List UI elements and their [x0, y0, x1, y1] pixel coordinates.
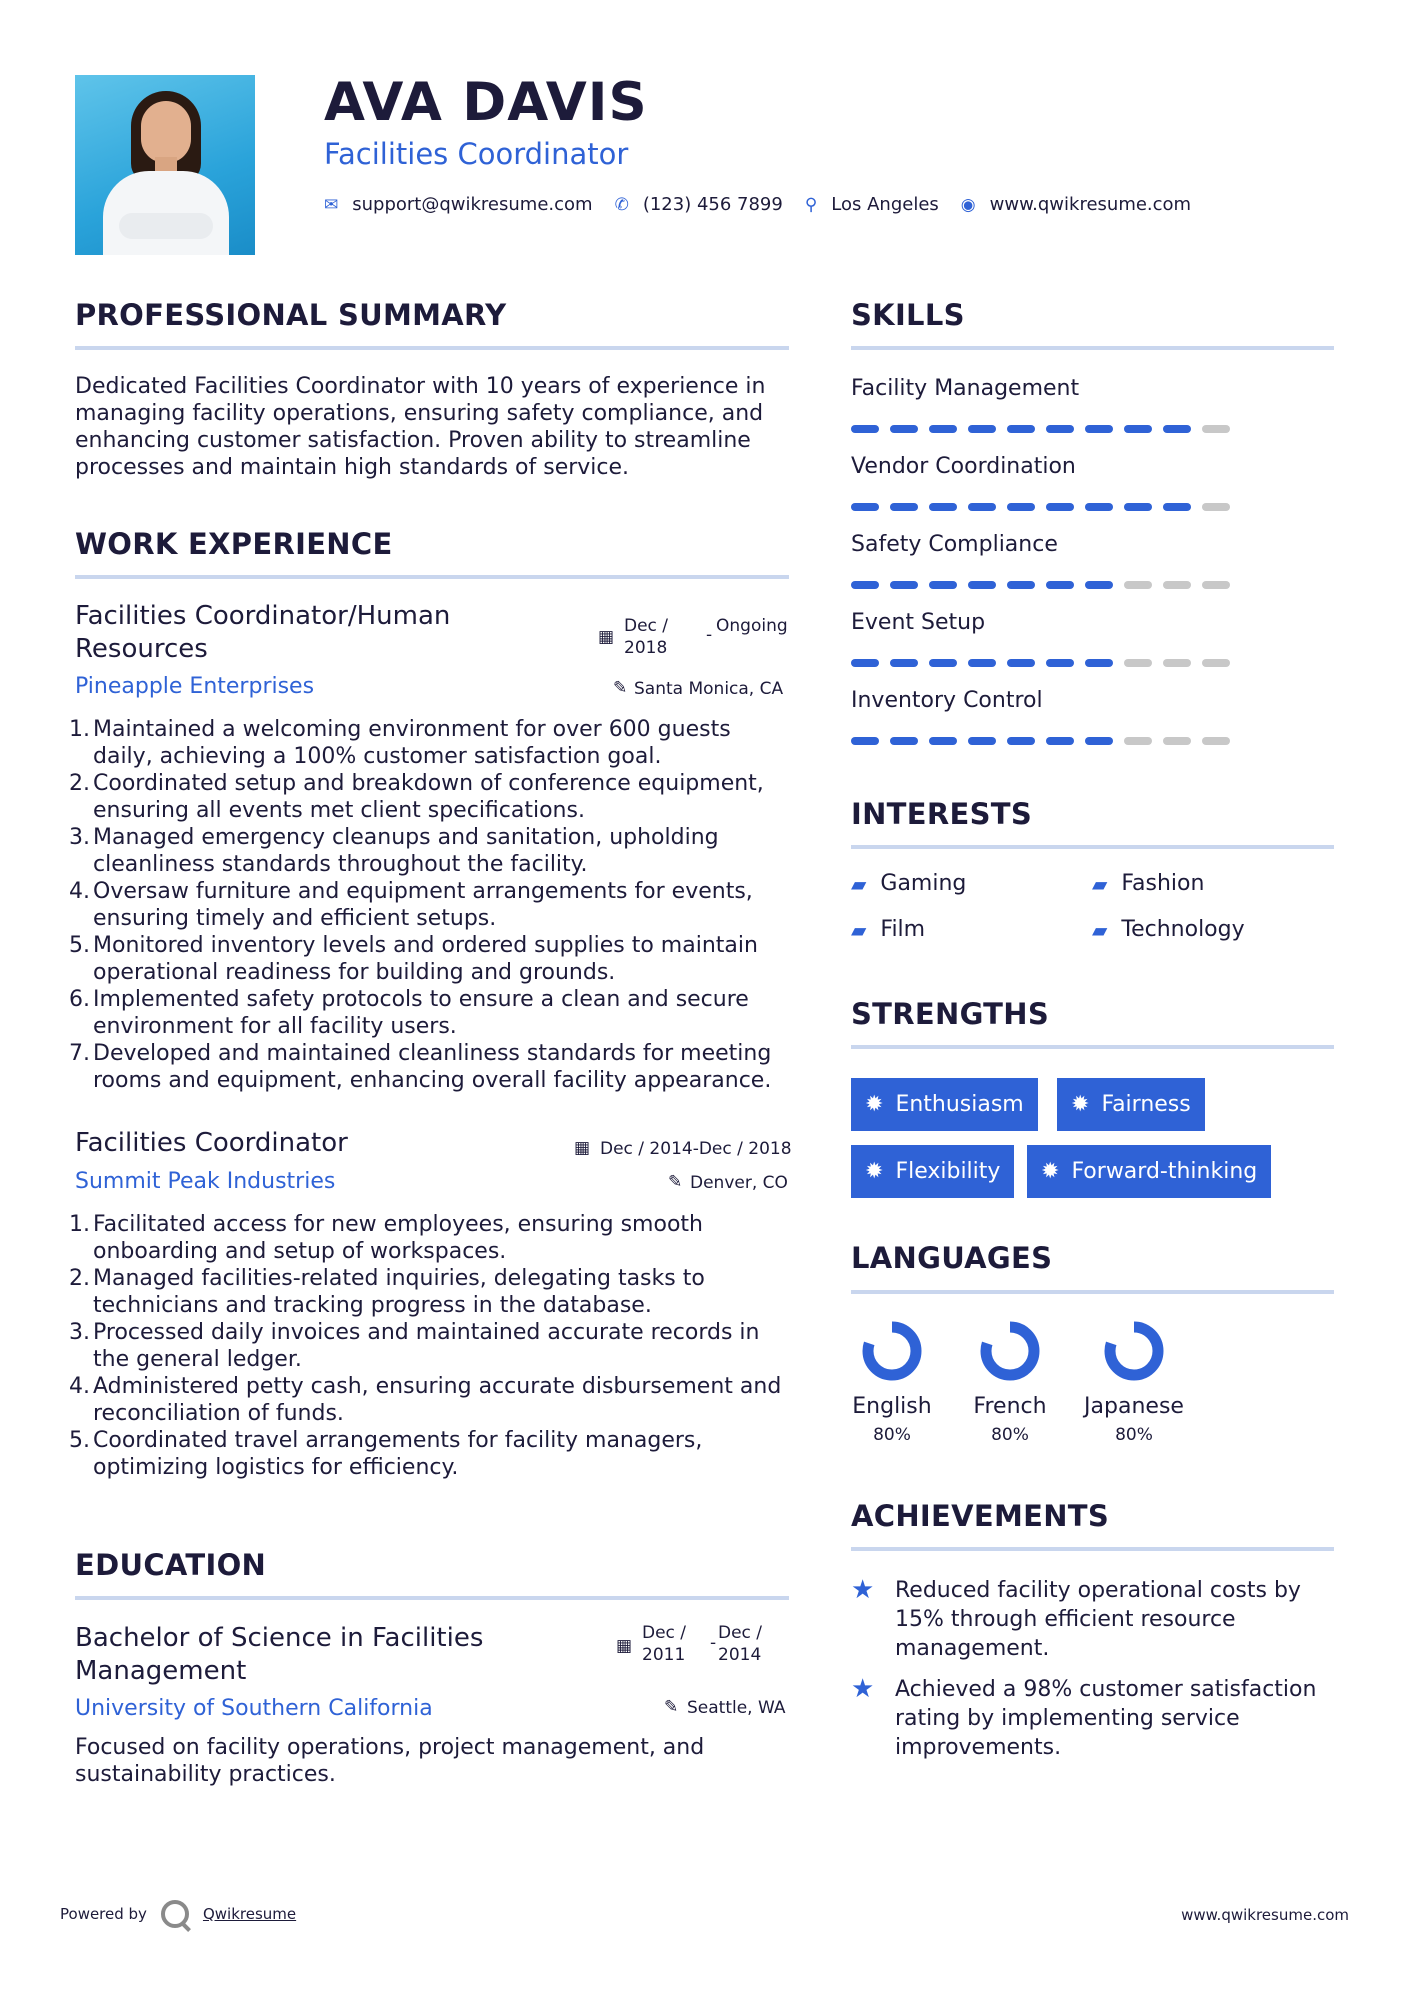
language-progress-ring: [859, 1318, 925, 1384]
interest-item: ▰ Gaming: [851, 871, 967, 896]
skill-level-segment: [1007, 737, 1035, 745]
skill-name: Facility Management: [851, 376, 1080, 401]
skill-name: Event Setup: [851, 610, 986, 635]
summary-heading: PROFESSIONAL SUMMARY: [75, 298, 507, 332]
skill-level-segment: [851, 659, 879, 667]
phone-icon: ✆: [614, 194, 629, 215]
skill-level-segment: [929, 659, 957, 667]
calendar-icon: ▦: [616, 1636, 633, 1656]
profile-photo: [75, 75, 255, 255]
education-divider: [75, 1596, 789, 1600]
school-name: University of Southern California: [75, 1696, 433, 1721]
date-separator: -: [706, 625, 713, 645]
list-item: 2. Coordinated setup and breakdown of conference equipment, ensuring all events met client specifications.: [69, 771, 764, 823]
email-icon: ✉: [324, 194, 339, 215]
company-name: Summit Peak Industries: [75, 1169, 336, 1194]
skill-level-segment: [1163, 503, 1191, 511]
language-name: Japanese: [1084, 1394, 1184, 1419]
languages-heading: LANGUAGES: [851, 1241, 1053, 1275]
skill-name: Safety Compliance: [851, 532, 1058, 557]
skill-level-segment: [890, 581, 918, 589]
skill-level-segment: [1085, 503, 1113, 511]
skill-level-segment: [1163, 659, 1191, 667]
language-item: [955, 1318, 1065, 1445]
strengths-heading: STRENGTHS: [851, 997, 1050, 1031]
achievement-item: ★ Achieved a 98% customer satisfaction rating by implementing service improvements.: [851, 1674, 1317, 1760]
list-item: 3. Processed daily invoices and maintained accurate records in the general ledger.: [69, 1320, 760, 1372]
skill-level-segment: [890, 737, 918, 745]
skill-level-segment: [851, 425, 879, 433]
contact-email[interactable]: support@qwikresume.com: [352, 194, 593, 215]
education-end-date: Dec / 2014: [718, 1623, 763, 1665]
skill-level-segment: [1085, 737, 1113, 745]
star-burst-icon: ✹: [865, 1092, 884, 1117]
company-name: Pineapple Enterprises: [75, 674, 315, 699]
language-percent: 80%: [991, 1425, 1029, 1445]
skill-level-segment: [851, 581, 879, 589]
powered-by-label: Powered by: [60, 1905, 147, 1923]
language-item: [837, 1318, 947, 1445]
book-icon: ▰: [851, 871, 867, 896]
skill-level-bar: [851, 737, 1241, 745]
skill-level-bar: [851, 425, 1241, 433]
achievements-divider: [851, 1547, 1334, 1551]
contact-location: Los Angeles: [831, 194, 939, 215]
book-icon: ▰: [851, 917, 867, 942]
skill-level-segment: [1007, 503, 1035, 511]
experience-heading: WORK EXPERIENCE: [75, 527, 393, 561]
education-heading: EDUCATION: [75, 1548, 267, 1582]
skill-name: Inventory Control: [851, 688, 1043, 713]
list-item: 7. Developed and maintained cleanliness standards for meeting rooms and equipment, enhancing overall facility appearance.: [69, 1041, 772, 1093]
skill-level-segment: [1124, 659, 1152, 667]
job-title: Facilities Coordinator/Human Resources: [75, 601, 451, 664]
contact-row: [324, 194, 1213, 215]
strength-badge: ✹ Fairness: [1057, 1078, 1205, 1131]
skill-level-segment: [1007, 425, 1035, 433]
skill-level-segment: [1163, 737, 1191, 745]
achievements-heading: ACHIEVEMENTS: [851, 1499, 1110, 1533]
skill-level-segment: [1007, 659, 1035, 667]
skill-level-segment: [851, 503, 879, 511]
job-location: Santa Monica, CA: [634, 679, 784, 699]
skill-level-segment: [1202, 737, 1230, 745]
skill-level-segment: [968, 659, 996, 667]
language-progress-ring: [977, 1318, 1043, 1384]
pin-icon: ✎: [664, 1697, 679, 1717]
skill-level-segment: [1163, 581, 1191, 589]
star-icon: ★: [851, 1674, 875, 1704]
skills-heading: SKILLS: [851, 298, 965, 332]
skill-level-segment: [1202, 659, 1230, 667]
achievement-item: ★ Reduced facility operational costs by 15% through efficient resource management.: [851, 1575, 1301, 1661]
calendar-icon: ▦: [598, 627, 615, 647]
job-dates: Dec / 2014-Dec / 2018: [600, 1139, 792, 1159]
list-item: 6. Implemented safety protocols to ensure a clean and secure environment for all facility users.: [69, 987, 749, 1039]
skill-level-segment: [968, 737, 996, 745]
skill-name: Vendor Coordination: [851, 454, 1076, 479]
date-separator: -: [710, 1633, 717, 1653]
skill-level-segment: [1202, 503, 1230, 511]
interests-heading: INTERESTS: [851, 797, 1033, 831]
job-responsibilities: [69, 1211, 795, 1481]
qwikresume-logo-icon: [161, 1900, 189, 1928]
skill-level-segment: [890, 503, 918, 511]
skill-level-segment: [1124, 425, 1152, 433]
job-start-date: Dec / 2018: [624, 616, 669, 658]
contact-phone[interactable]: (123) 456 7899: [642, 194, 783, 215]
candidate-name: AVA DAVIS: [324, 72, 648, 133]
location-pin-icon: ⚲: [804, 194, 818, 215]
skill-level-segment: [1085, 659, 1113, 667]
languages-divider: [851, 1290, 1334, 1294]
qwikresume-link[interactable]: Qwikresume: [202, 1905, 297, 1923]
job-responsibilities: [69, 716, 795, 1094]
list-item: 2. Managed facilities-related inquiries, delegating tasks to technicians and tracking progress in the database.: [69, 1266, 705, 1318]
education-location: Seattle, WA: [687, 1698, 786, 1718]
skill-level-segment: [1085, 425, 1113, 433]
skill-level-segment: [968, 581, 996, 589]
job-title: Facilities Coordinator: [75, 1128, 348, 1158]
star-burst-icon: ✹: [1071, 1092, 1090, 1117]
skill-level-segment: [929, 737, 957, 745]
interests-divider: [851, 845, 1334, 849]
list-item: 4. Administered petty cash, ensuring accurate disbursement and reconciliation of funds.: [69, 1374, 782, 1426]
pin-icon: ✎: [613, 678, 628, 698]
book-icon: ▰: [1092, 871, 1108, 896]
language-percent: 80%: [873, 1425, 911, 1445]
skill-level-segment: [1202, 425, 1230, 433]
skill-level-segment: [1124, 737, 1152, 745]
degree-title: Bachelor of Science in Facilities Management: [75, 1623, 484, 1686]
skill-level-segment: [929, 425, 957, 433]
strength-badge: ✹ Forward-thinking: [1027, 1145, 1271, 1198]
skill-level-segment: [968, 425, 996, 433]
strength-badge: ✹ Enthusiasm: [851, 1078, 1038, 1131]
skill-level-bar: [851, 581, 1241, 589]
skill-level-segment: [1124, 581, 1152, 589]
interest-item: ▰ Technology: [1092, 917, 1245, 942]
skill-level-segment: [1085, 581, 1113, 589]
pin-icon: ✎: [668, 1172, 683, 1192]
experience-divider: [75, 575, 789, 579]
skill-level-segment: [1124, 503, 1152, 511]
candidate-role: Facilities Coordinator: [324, 137, 629, 171]
strength-badge: ✹ Flexibility: [851, 1145, 1014, 1198]
skill-level-segment: [1202, 581, 1230, 589]
list-item: 5. Monitored inventory levels and ordered supplies to maintain operational readiness for building and grounds.: [69, 933, 758, 985]
skill-level-segment: [1046, 503, 1074, 511]
summary-divider: [75, 346, 789, 350]
contact-website[interactable]: www.qwikresume.com: [989, 194, 1192, 215]
skill-level-segment: [890, 425, 918, 433]
star-burst-icon: ✹: [865, 1159, 884, 1184]
globe-icon: ◉: [960, 194, 976, 215]
education-start-date: Dec / 2011: [642, 1623, 687, 1665]
education-description: Focused on facility operations, project management, and sustainability practices.: [75, 1735, 705, 1787]
skill-level-segment: [929, 581, 957, 589]
skills-divider: [851, 346, 1334, 350]
skill-level-segment: [968, 503, 996, 511]
job-end-date: Ongoing: [716, 616, 788, 636]
list-item: 5. Coordinated travel arrangements for facility managers, optimizing logistics for efficiency.: [69, 1428, 703, 1480]
language-progress-ring: [1101, 1318, 1167, 1384]
skill-level-segment: [1163, 425, 1191, 433]
skill-level-segment: [1046, 581, 1074, 589]
book-icon: ▰: [1092, 917, 1108, 942]
footer-website[interactable]: www.qwikresume.com: [1181, 1906, 1349, 1924]
star-icon: ★: [851, 1575, 875, 1605]
skill-level-segment: [890, 659, 918, 667]
skill-level-segment: [851, 737, 879, 745]
list-item: 4. Oversaw furniture and equipment arrangements for events, ensuring timely and efficient setups.: [69, 879, 753, 931]
list-item: 3. Managed emergency cleanups and sanitation, upholding cleanliness standards throughout the facility.: [69, 825, 719, 877]
footer-powered-by: [60, 1900, 296, 1928]
language-item: [1079, 1318, 1189, 1445]
language-percent: 80%: [1115, 1425, 1153, 1445]
job-location: Denver, CO: [690, 1173, 788, 1193]
list-item: 1. Facilitated access for new employees, ensuring smooth onboarding and setup of workspaces.: [69, 1212, 703, 1264]
interest-item: ▰ Film: [851, 917, 926, 942]
strengths-divider: [851, 1045, 1334, 1049]
skill-level-bar: [851, 503, 1241, 511]
interest-item: ▰ Fashion: [1092, 871, 1205, 896]
skill-level-segment: [1046, 737, 1074, 745]
calendar-icon: ▦: [574, 1138, 591, 1158]
star-burst-icon: ✹: [1041, 1159, 1060, 1184]
language-name: English: [852, 1394, 932, 1419]
skill-level-segment: [1007, 581, 1035, 589]
list-item: 1. Maintained a welcoming environment for over 600 guests daily, achieving a 100% customer satisfaction goal.: [69, 717, 731, 769]
skill-level-bar: [851, 659, 1241, 667]
skill-level-segment: [1046, 659, 1074, 667]
skill-level-segment: [929, 503, 957, 511]
skill-level-segment: [1046, 425, 1074, 433]
summary-text: Dedicated Facilities Coordinator with 10 years of experience in managing facility operations, ensuring safety compliance, and enhancing customer satisfaction. Proven ability to streamline processes and maintain high standards of service.: [75, 374, 766, 480]
language-name: French: [973, 1394, 1047, 1419]
